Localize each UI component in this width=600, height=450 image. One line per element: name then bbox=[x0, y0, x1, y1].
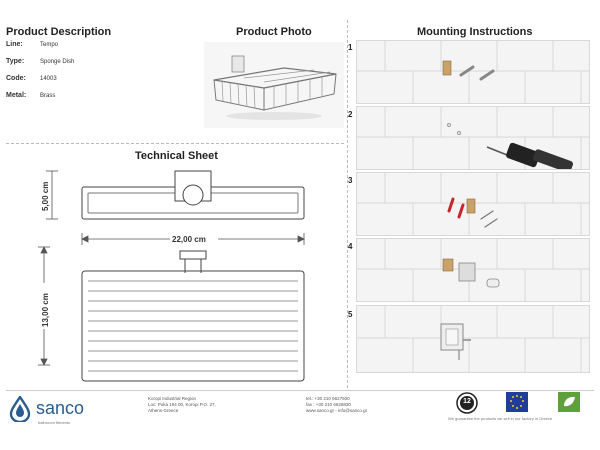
front-view bbox=[82, 171, 304, 219]
desc-row-code bbox=[6, 75, 126, 92]
top-view bbox=[82, 251, 304, 381]
address-line: Athens-Greece bbox=[148, 408, 179, 413]
desc-row-metal bbox=[6, 92, 126, 109]
sanco-logo bbox=[8, 394, 128, 430]
product-description-title: Product Description bbox=[6, 26, 112, 38]
step-1-panel bbox=[356, 40, 590, 104]
desc-row-type bbox=[6, 58, 126, 75]
eco-label-icon bbox=[558, 392, 580, 412]
address-line: Koropi Industrial Region bbox=[148, 396, 197, 401]
step-3-panel bbox=[356, 172, 590, 236]
desc-row-line bbox=[6, 41, 126, 58]
step-number: 2 bbox=[348, 110, 353, 119]
height-dimension: 5,00 cm bbox=[41, 181, 50, 211]
drill-icon bbox=[487, 142, 574, 169]
step-number: 1 bbox=[348, 43, 353, 52]
footer-divider bbox=[6, 390, 594, 391]
desc-label: Type: bbox=[6, 58, 25, 65]
step-number: 5 bbox=[348, 310, 353, 319]
desc-label: Code: bbox=[6, 75, 26, 82]
depth-dimension: 13,00 cm bbox=[41, 293, 50, 327]
contact-line: tel.: +30 210 6627500 bbox=[306, 396, 350, 401]
guarantee-years: 12 bbox=[463, 398, 471, 405]
contact-line: fax : +30 210 6626830 bbox=[306, 402, 351, 407]
guarantee-badge bbox=[456, 392, 478, 414]
section-divider bbox=[6, 143, 344, 144]
column-divider bbox=[347, 20, 348, 388]
step-2-panel bbox=[356, 106, 590, 170]
width-dimension: 22,00 cm bbox=[172, 235, 206, 244]
desc-label: Metal: bbox=[6, 92, 27, 99]
product-photo bbox=[204, 42, 344, 128]
mounting-title: Mounting Instructions bbox=[417, 26, 533, 38]
water-drop-icon bbox=[8, 396, 32, 422]
product-description-table bbox=[6, 41, 126, 109]
desc-label: Line: bbox=[6, 41, 23, 48]
desc-value: Sponge Dish bbox=[40, 59, 75, 65]
technical-sheet-title: Technical Sheet bbox=[135, 150, 218, 162]
step-4-panel bbox=[356, 238, 590, 302]
step-number: 4 bbox=[348, 242, 353, 251]
guarantee-text: We guarantee the products we sell in our factory in Greece bbox=[448, 416, 553, 421]
desc-value: Tempo bbox=[40, 42, 59, 48]
desc-value: 14003 bbox=[40, 76, 57, 82]
contact-block bbox=[306, 396, 426, 414]
eu-flag-icon bbox=[506, 392, 528, 412]
sponge-dish-photo bbox=[204, 42, 344, 128]
brand-tagline: bathroom fitments bbox=[38, 420, 71, 425]
contact-line: www.sanco.gr - info@sanco.gr bbox=[306, 408, 368, 413]
step-5-panel bbox=[356, 305, 590, 373]
step-number: 3 bbox=[348, 176, 353, 185]
desc-value: Brass bbox=[40, 93, 56, 99]
product-photo-title: Product Photo bbox=[236, 26, 312, 38]
address-line: Loc: Poka 194 00, Koropi P.O. 27, bbox=[148, 402, 216, 407]
brand-name: sanco bbox=[36, 398, 85, 418]
technical-drawing bbox=[30, 165, 330, 387]
address-block bbox=[148, 396, 268, 414]
